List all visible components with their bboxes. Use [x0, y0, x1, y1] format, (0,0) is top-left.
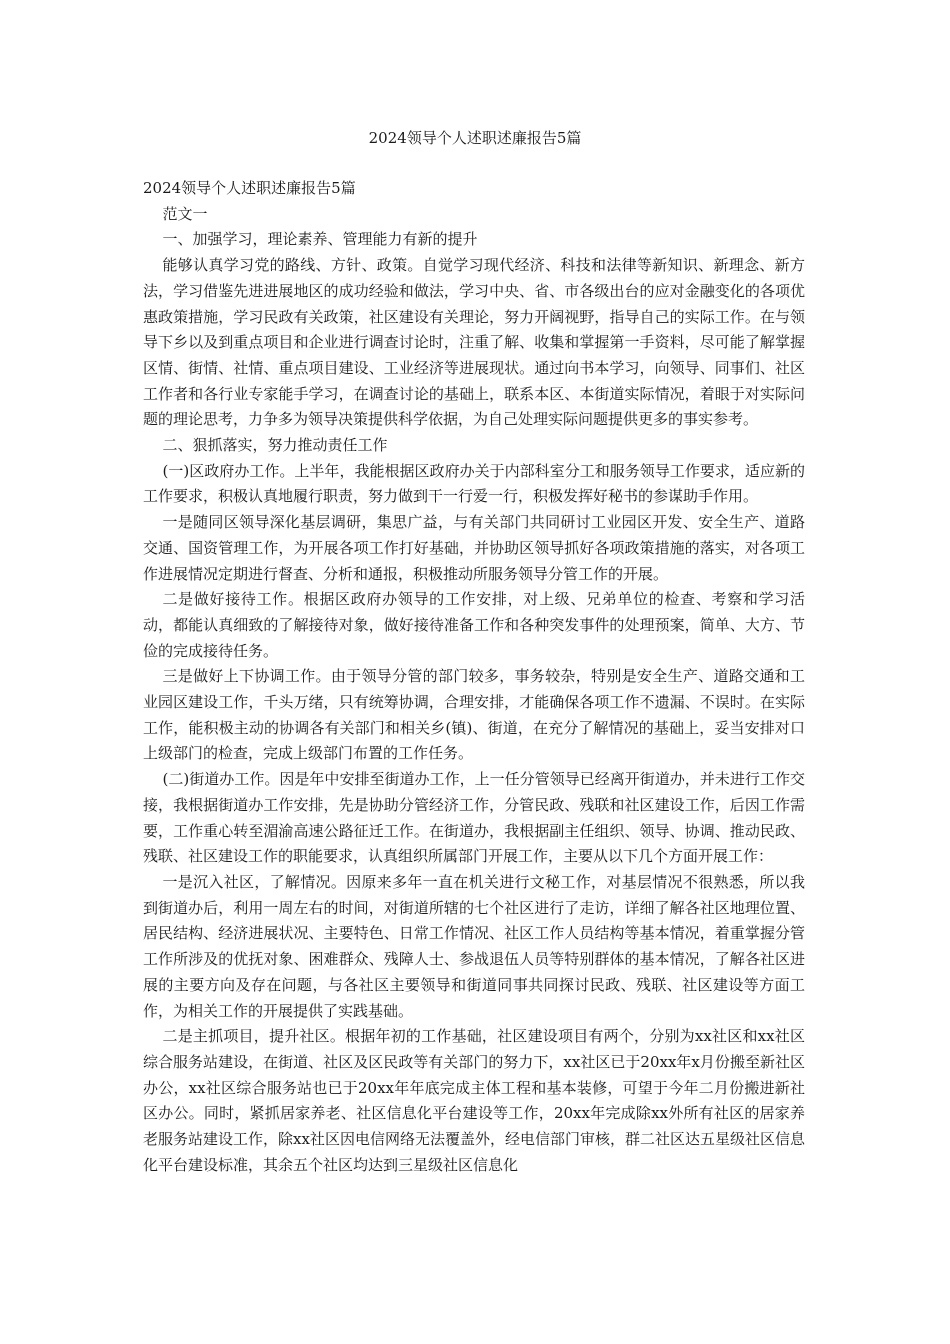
- document-body: [143, 176, 805, 1178]
- subsection-1-item-2: 二是做好接待工作。根据区政府办领导的工作安排，对上级、兄弟单位的检查、考察和学习活动，都能认真细致的了解接待对象，做好接待准备工作和各种突发事件的处理预案，简单、大方、节俭的完成接待任务。: [143, 590, 805, 660]
- section-1-heading: 一、加强学习，理论素养、管理能力有新的提升: [162, 230, 478, 249]
- sample-label: 范文一: [162, 204, 208, 223]
- subsection-1-item-1: 一是随同区领导深化基层调研，集思广益，与有关部门共同研讨工业园区开发、安全生产、道路交通、国资管理工作，为开展各项工作打好基础，并协助区领导抓好各项政策措施的落实，对各项工作进展情况定期进行督查、分析和通报，积极推动所服务领导分管工作的开展。: [143, 513, 805, 583]
- section-1-paragraph: 能够认真学习党的路线、方针、政策。自觉学习现代经济、科技和法律等新知识、新理念、新方法，学习借鉴先进进展地区的成功经验和做法，学习中央、省、市各级出台的应对金融变化的各项优惠政策措施，学习民政有关政策，社区建设有关理论，努力开阔视野，指导自己的实际工作。在与领导下乡以及到重点项目和企业进行调查讨论时，注重了解、收集和掌握第一手资料，尽可能了解掌握区情、街情、社情、重点项目建设、工业经济等进展现状。通过向书本学习，向领导、同事们、社区工作者和各行业专家能手学习，在调查讨论的基础上，联系本区、本街道实际情况，着眼于对实际问题的理论思考，力争多为领导决策提供科学依据，为自己处理实际问题提供更多的事实参考。: [143, 256, 805, 429]
- document-title: 2024领导个人述职述廉报告5篇: [368, 129, 582, 147]
- subsection-2-item-2: 二是主抓项目，提升社区。根据年初的工作基础，社区建设项目有两个，分别为xx社区和xx社区综合服务站建设，在街道、社区及区民政等有关部门的努力下，xx社区已于20xx年x月份搬至新社区办公，xx社区综合服务站也已于20xx年年底完成主体工程和基本装修，可望于今年二月份搬进新社区办公。同时，紧抓居家养老、社区信息化平台建设等工作，20xx年完成除xx外所有社区的居家养老服务站建设工作，除xx社区因电信网络无法覆盖外，经电信部门审核，群二社区达五星级社区信息化平台建设标准，其余五个社区均达到三星级社区信息化: [143, 1027, 805, 1174]
- document-subtitle: 2024领导个人述职述廉报告5篇: [143, 179, 356, 197]
- subsection-1-item-3: 三是做好上下协调工作。由于领导分管的部门较多，事务较杂，特别是安全生产、道路交通和工业园区建设工作，千头万绪，只有统筹协调，合理安排，才能确保各项工作不遗漏、不误时。在实际工作，能积极主动的协调各有关部门和相关乡(镇)、街道，在充分了解情况的基础上，妥当安排对口上级部门的检查，完成上级部门布置的工作任务。: [143, 667, 805, 763]
- subsection-2-item-1: 一是沉入社区，了解情况。因原来多年一直在机关进行文秘工作，对基层情况不很熟悉，所以我到街道办后，利用一周左右的时间，对街道所辖的七个社区进行了走访，详细了解各社区地理位置、居民结构、经济进展状况、主要特色、日常工作情况、社区工作人员结构等基本情况，着重掌握分管工作所涉及的优抚对象、困难群众、残障人士、参战退伍人员等特别群体的基本情况，了解各社区进展的主要方向及存在问题，与各社区主要领导和街道同事共同探讨民政、残联、社区建设等方面工作，为相关工作的开展提供了实践基础。: [143, 872, 805, 1020]
- section-2-heading: 二、狠抓落实，努力推动责任工作: [162, 436, 388, 455]
- subsection-1-paragraph: (一)区政府办工作。上半年，我能根据区政府办关于内部科室分工和服务领导工作要求，适应新的工作要求，积极认真地履行职责，努力做到干一行爱一行，积极发挥好秘书的参谋助手作用。: [143, 461, 805, 506]
- subsection-2-paragraph: (二)街道办工作。因是年中安排至街道办工作，上一任分管领导已经离开街道办，并未进行工作交接，我根据街道办工作安排，先是协助分管经济工作，分管民政、残联和社区建设工作，后因工作需要，工作重心转至湄渝高速公路征迁工作。在街道办，我根据副主任组织、领导、协调、推动民政、残联、社区建设工作的职能要求，认真组织所属部门开展工作，主要从以下几个方面开展工作：: [143, 770, 805, 866]
